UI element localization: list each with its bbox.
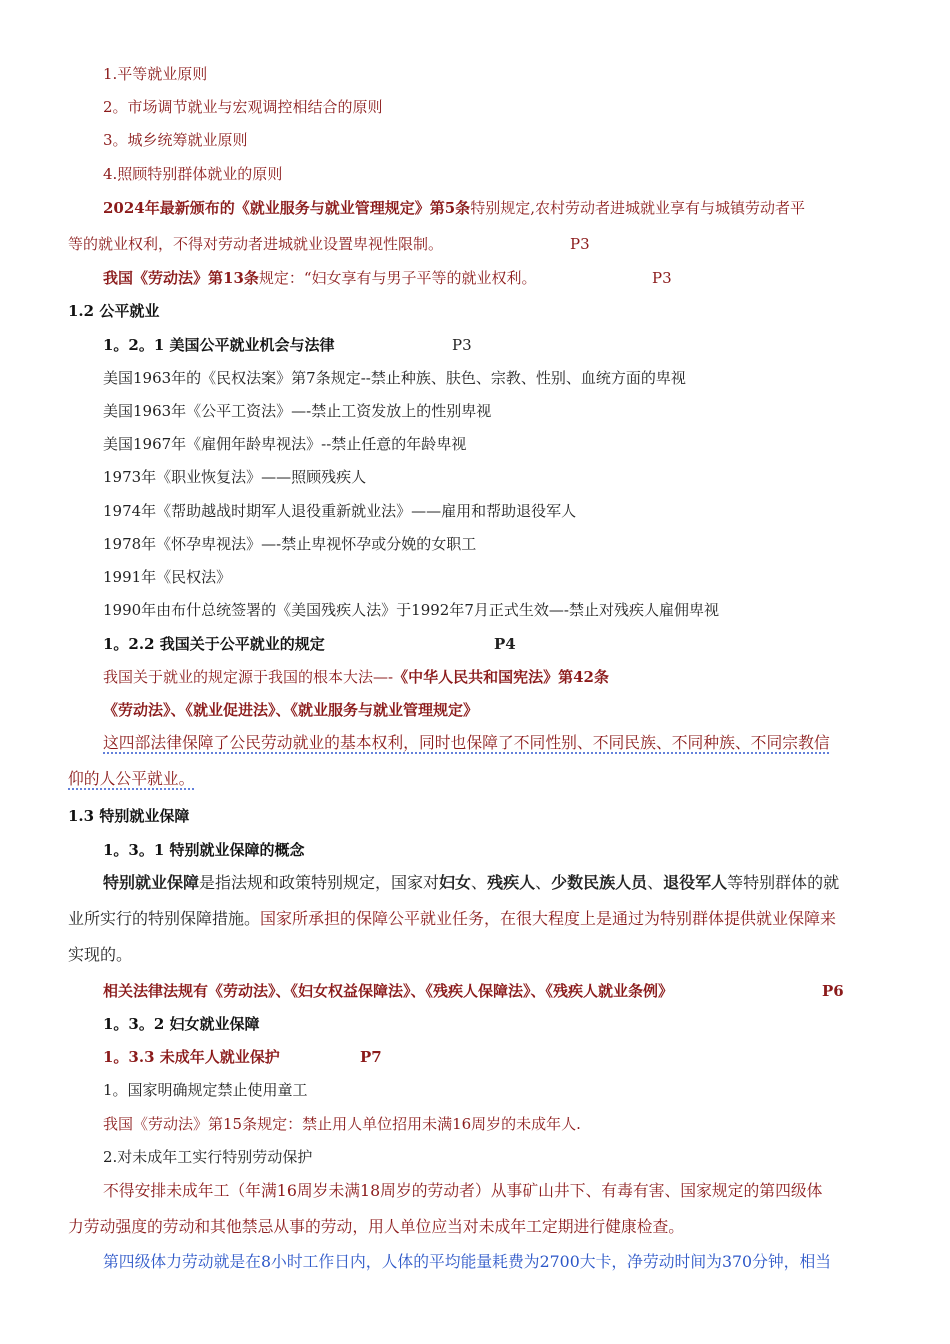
law15-line: 我国《劳动法》第15条规定：禁止用人单位招用未满16周岁的未成年人. (103, 1115, 581, 1133)
page-ref: P3 (452, 336, 472, 354)
page-ref: P3 (570, 235, 590, 253)
us-law-item: 1973年《职业恢复法》——照顾残疾人 (103, 468, 367, 486)
minor-protection-line2: 力劳动强度的劳动和其他禁忌从事的劳动，用人单位应当对未成年工定期进行健康检查。 (68, 1217, 685, 1236)
group-veterans: 退役军人 (663, 873, 728, 892)
definition-line1 (103, 873, 839, 893)
guarantee-line2 (68, 769, 194, 789)
minor-item1: 1。国家明确规定禁止使用童工 (103, 1081, 308, 1099)
definition-text-a: 是指法规和政策特别规定，国家对 (199, 873, 440, 892)
section-1-2-1-title: 1。2。1 美国公平就业机会与法律 (103, 336, 335, 354)
separator: 、 (647, 873, 664, 892)
definition-line3: 实现的。 (68, 945, 133, 964)
definition-text-b: 等特别群体的就 (727, 873, 840, 892)
constitution-text: 我国关于就业的规定源于我国的根本大法—- (103, 668, 394, 686)
rule-2024-line2: 等的就业权利，不得对劳动者进城就业设置卑视性限制。 (68, 235, 444, 253)
minor-protection-line1: 不得安排未成年工（年满16周岁未满18周岁的劳动者）从事矿山井下、有毒有害、国家规定的第四级体 (103, 1181, 823, 1200)
principle-item: 2。市场调节就业与宏观调控相结合的原则 (103, 98, 383, 116)
page-ref: P7 (360, 1048, 382, 1066)
definition-term: 特别就业保障 (103, 873, 200, 892)
separator: 、 (535, 873, 552, 892)
definition-text-c: 业所实行的特别保障措施。 (68, 909, 261, 928)
section-1-2-title: 1.2 公平就业 (68, 302, 160, 320)
us-law-item: 1978年《怀孕卑视法》—-禁止卑视怀孕或分娩的女职工 (103, 535, 477, 553)
minor-item2: 2.对未成年工实行特别劳动保护 (103, 1148, 313, 1166)
us-law-item: 美国1967年《雇佣年龄卑视法》--禁止任意的年龄卑视 (103, 435, 467, 453)
us-law-item: 美国1963年《公平工资法》—-禁止工资发放上的性别卑视 (103, 402, 492, 420)
page-ref: P6 (822, 982, 844, 1000)
section-1-3-3-title: 1。3.3 未成年人就业保护 (103, 1048, 280, 1066)
section-1-2-2-title: 1。2.2 我国关于公平就业的规定 (103, 635, 325, 653)
guarantee-text2: 仰的人公平就业。 (68, 769, 195, 788)
us-law-item: 1991年《民权法》 (103, 568, 232, 586)
rule-2024-line1 (103, 198, 805, 218)
law13-text: 规定：“妇女享有与男子平等的就业权利。 (258, 269, 537, 287)
law13-lead: 我国《劳动法》第13条 (103, 269, 259, 287)
section-1-3-1-title: 1。3。1 特别就业保障的概念 (103, 841, 305, 859)
guarantee-line1 (103, 733, 830, 753)
principle-item: 1.平等就业原则 (103, 65, 208, 83)
related-laws-line: 相关法律法规有《劳动法》、《妇女权益保障法》、《残疾人保障法》、《残疾人就业条例》 (103, 982, 674, 1000)
page-ref: P4 (494, 635, 516, 653)
rule-2024-text: 特别规定,农村劳动者进城就业享有与城镇劳动者平 (470, 199, 805, 217)
principle-item: 3。城乡统筹就业原则 (103, 131, 248, 149)
constitution-article: 《中华人民共和国宪法》第42条 (393, 668, 609, 686)
principle-item: 4.照顾特别群体就业的原则 (103, 165, 283, 183)
definition-text-d: 国家所承担的保障公平就业任务，在很大程度上是通过为特别群体提供就业保障来 (260, 909, 837, 928)
us-law-item: 美国1963年的《民权法案》第7条规定--禁止种族、肤色、宗教、性别、血统方面的卑视 (103, 369, 686, 387)
section-1-3-2-title: 1。3。2 妇女就业保障 (103, 1015, 260, 1033)
four-laws-line: 《劳动法》、《就业促进法》、《就业服务与就业管理规定》 (103, 701, 479, 719)
level4-definition-line: 第四级体力劳动就是在8小时工作日内，人体的平均能量耗费为2700大卡，净劳动时间为370分钟，相当 (103, 1252, 832, 1271)
separator: 、 (471, 873, 488, 892)
section-1-3-title: 1.3 特别就业保障 (68, 807, 190, 825)
group-minorities: 少数民族人员 (551, 873, 648, 892)
us-law-item: 1974年《帮助越战时期军人退役重新就业法》——雇用和帮助退役军人 (103, 502, 577, 520)
constitution-line (103, 667, 609, 687)
page-ref: P3 (652, 269, 672, 287)
us-law-item: 1990年由布什总统签署的《美国残疾人法》于1992年7月正式生效—-禁止对残疾人雇佣卑视 (103, 601, 719, 619)
law13-line (103, 268, 537, 288)
rule-2024-lead: 2024年最新颁布的《就业服务与就业管理规定》第5条 (103, 199, 471, 217)
definition-line2 (68, 909, 836, 929)
group-women: 妇女 (439, 873, 472, 892)
group-disabled: 残疾人 (487, 873, 536, 892)
guarantee-text1: 这四部法律保障了公民劳动就业的基本权利，同时也保障了不同性别、不同民族、不同种族、不同宗教信 (103, 733, 830, 752)
